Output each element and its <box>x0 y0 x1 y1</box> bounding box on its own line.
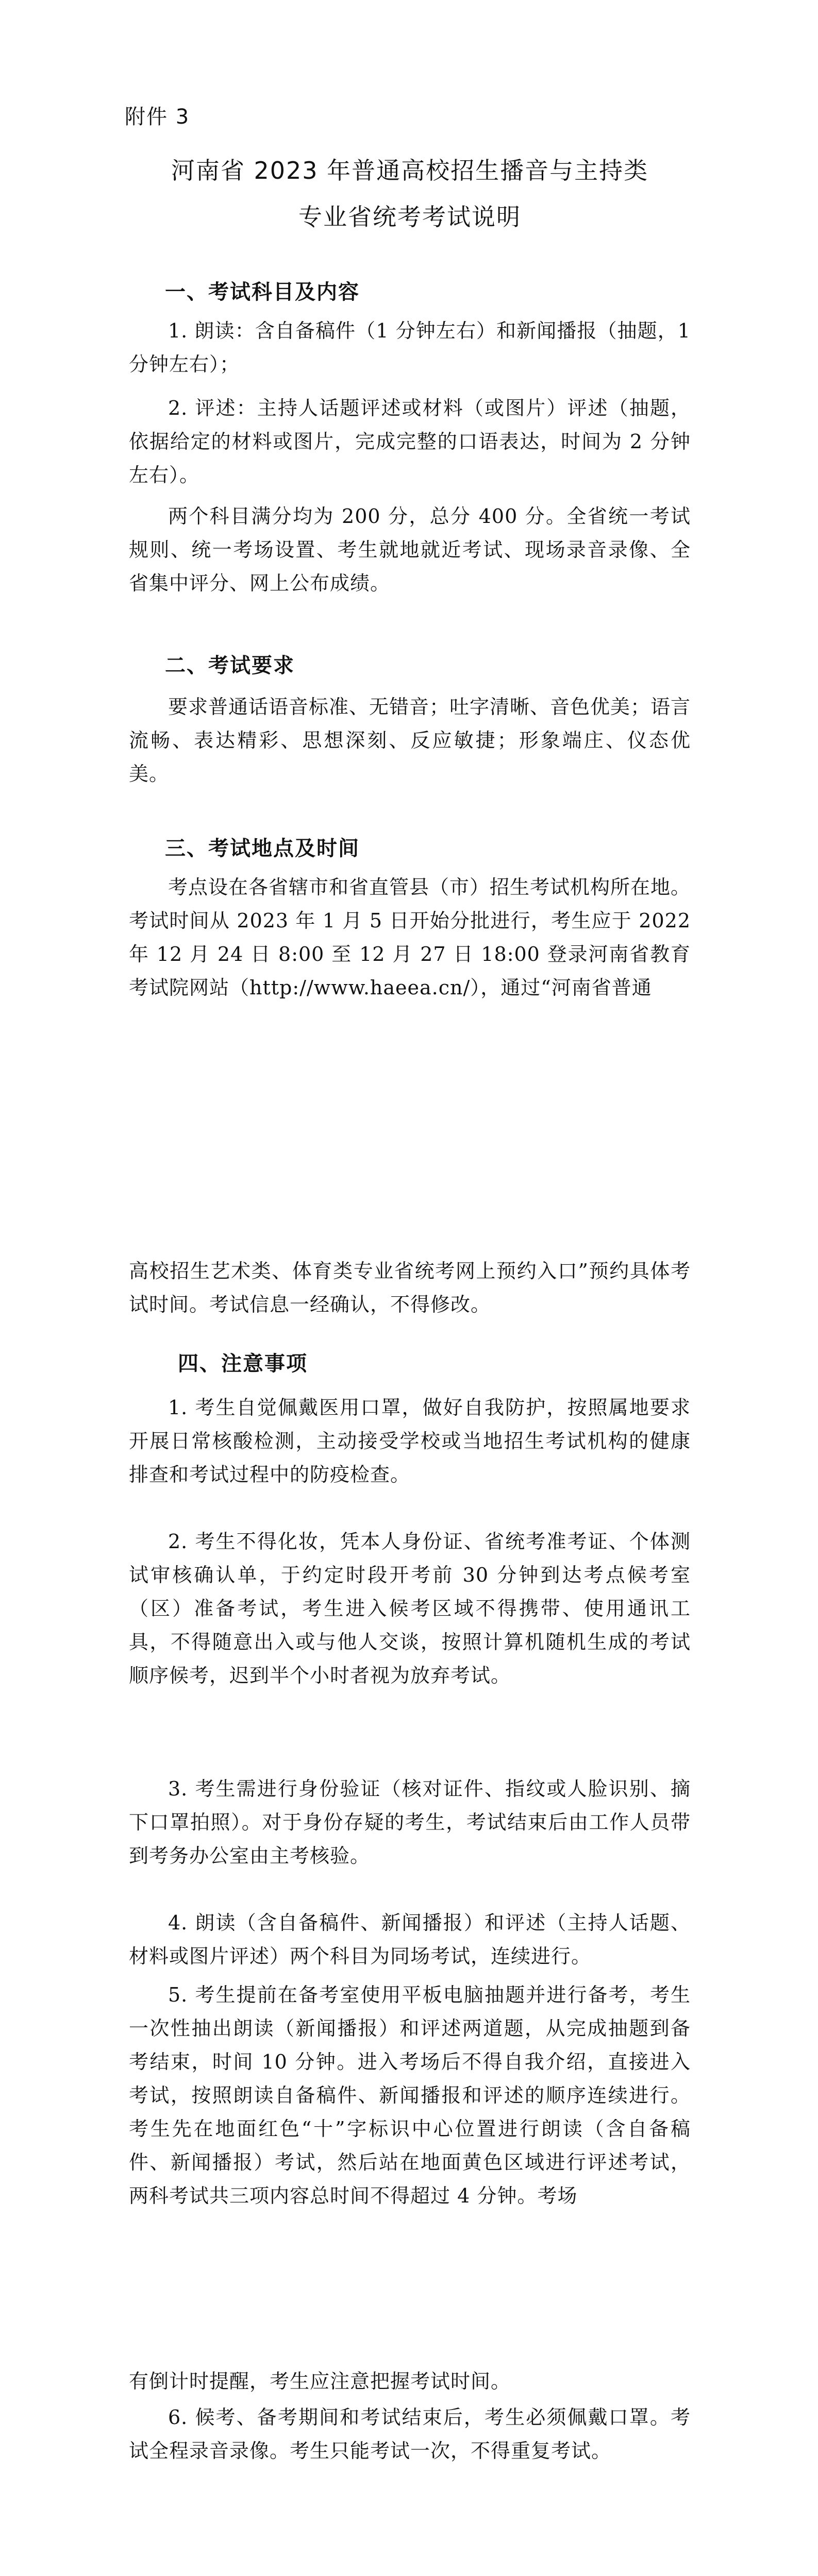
attachment-label: 附件 3 <box>125 105 190 129</box>
section-1-item-1: 1. 朗读：含自备稿件（1 分钟左右）和新闻播报（抽题，1 分钟左右）； <box>129 319 691 376</box>
section-3-heading: 三、考试地点及时间 <box>165 837 360 860</box>
section-4-item-2: 2. 考生不得化妆，凭本人身份证、省统考准考证、个体测试审核确认单，于约定时段开考前 30 分钟到达考点候考室（区）准备考试，考生进入候考区域不得携带、使用通讯工具，不得随意出入或与他人交谈，按照计算机随机生成的考试顺序候考，迟到半个小时者视为放弃考试。 <box>129 1530 691 1687</box>
section-1-item-3: 两个科目满分均为 200 分，总分 400 分。全省统一考试规则、统一考场设置、考生就地就近考试、现场录音录像、全省集中评分、网上公布成绩。 <box>129 505 691 595</box>
section-4-item-5-part-1: 5. 考生提前在备考室使用平板电脑抽题并进行备考，考生一次性抽出朗读（新闻播报）和评述两道题，从完成抽题到备考结束，时间 10 分钟。进入考场后不得自我介绍，直接进入考试，按照朗读自备稿件、新闻播报和评述的顺序连续进行。考生先在地面红色“十”字标识中心位置进行朗读（含自备稿件、新闻播报）考试，然后站在地面黄色区域进行评述考试，两科考试共三项内容总时间不得超过 4 分钟。考场 <box>129 1984 691 2207</box>
section-1-item-2: 2. 评述：主持人话题评述或材料（或图片）评述（抽题，依据给定的材料或图片，完成完整的口语表达，时间为 2 分钟左右）。 <box>129 397 691 486</box>
section-4-item-5-part-2: 有倒计时提醒，考生应注意把握考试时间。 <box>129 2370 511 2393</box>
section-4-heading: 四、注意事项 <box>178 1352 308 1376</box>
section-3-text-part-2: 高校招生艺术类、体育类专业省统考网上预约入口”预约具体考试时间。考试信息一经确认，不得修改。 <box>129 1260 691 1316</box>
section-4-item-6: 6. 候考、备考期间和考试结束后，考生必须佩戴口罩。考试全程录音录像。考生只能考试一次，不得重复考试。 <box>129 2406 691 2462</box>
section-1-heading: 一、考试科目及内容 <box>165 280 360 304</box>
section-2-text: 要求普通话语音标准、无错音；吐字清晰、音色优美；语言流畅、表达精彩、思想深刻、反应敏捷；形象端庄、仪态优美。 <box>129 696 691 785</box>
section-3-text-part-1: 考点设在各省辖市和省直管县（市）招生考试机构所在地。考试时间从 2023 年 1 月 5 日开始分批进行，考生应于 2022 年 12 月 24 日 8:00 至 12 月 27 日 18:00 登录河南省教育考试院网站（http://www.haeea.cn/），通过“河南省普通 <box>129 876 691 999</box>
section-4-item-1: 1. 考生自觉佩戴医用口罩，做好自我防护，按照属地要求开展日常核酸检测，主动接受学校或当地招生考试机构的健康排查和考试过程中的防疫检查。 <box>129 1396 691 1486</box>
document-title-line-1: 河南省 2023 年普通高校招生播音与主持类 <box>171 157 649 184</box>
document-title-line-2: 专业省统考考试说明 <box>298 203 521 231</box>
section-4-item-3: 3. 考生需进行身份验证（核对证件、指纹或人脸识别、摘下口罩拍照）。对于身份存疑的考生，考试结束后由工作人员带到考务办公室由主考核验。 <box>129 1777 691 1867</box>
section-4-item-4: 4. 朗读（含自备稿件、新闻播报）和评述（主持人话题、材料或图片评述）两个科目为同场考试，连续进行。 <box>129 1911 691 1968</box>
section-2-heading: 二、考试要求 <box>165 654 295 677</box>
